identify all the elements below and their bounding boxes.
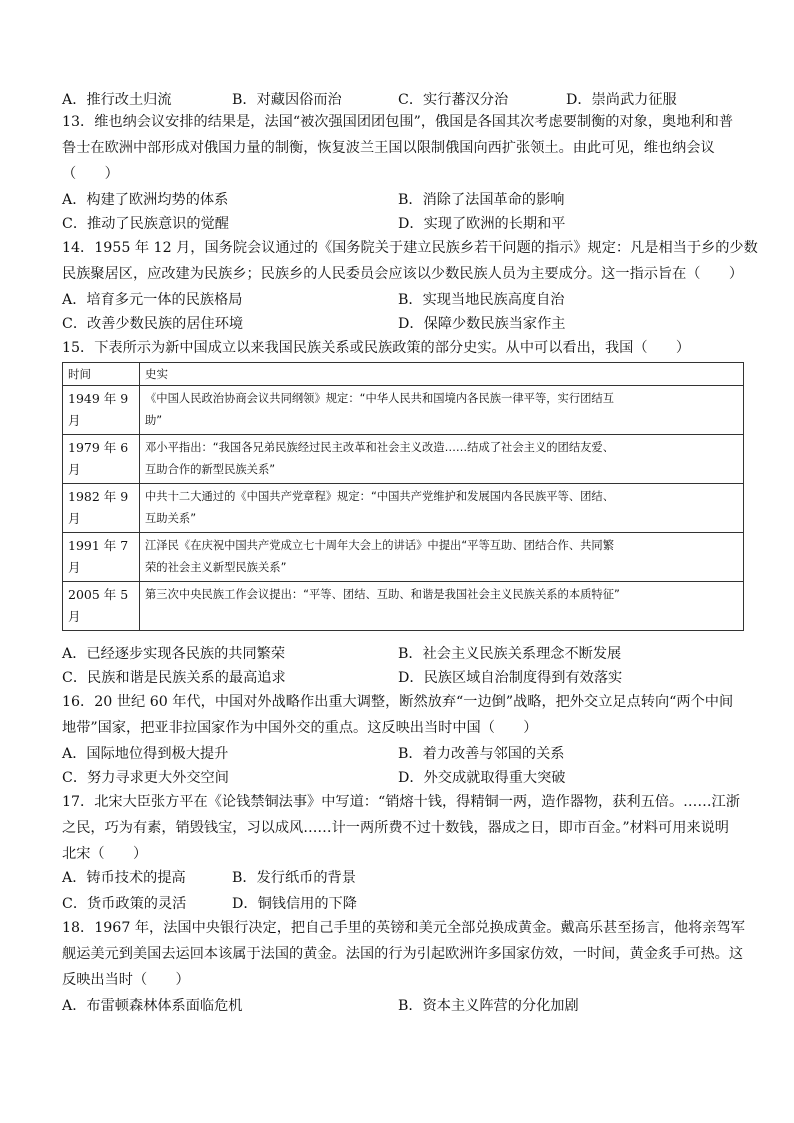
time-line: 月 (68, 609, 81, 624)
fact-line: 中共十二大通过的《中国共产党章程》规定：“中国共产党维护和发展国内各民族平等、团结、 (145, 490, 615, 503)
row-time (63, 435, 140, 484)
q17-option-c[interactable]: C．货币政策的灵活 (62, 896, 187, 912)
q13-option-a[interactable]: A．构建了欧洲均势的体系 (62, 192, 229, 208)
time-line: 1991 年 7 (68, 538, 129, 553)
q13-stem-line: 鲁士在欧洲中部形成对俄国力量的制衡，恢复波兰王国以限制俄国向西扩张领土。由此可见，维也纳会议 (62, 140, 715, 156)
q14-stem-line: 民族聚居区，应改建为民族乡；民族乡的人民委员会应该以少数民族人员为主要成分。这一指示旨在（ ） (62, 266, 744, 282)
time-line: 月 (68, 511, 81, 526)
q12-option-a[interactable]: A．推行改土归流 (62, 92, 172, 108)
q16-option-b[interactable]: B．着力改善与邻国的关系 (398, 746, 565, 762)
q14-option-b[interactable]: B．实现当地民族高度自治 (398, 292, 565, 308)
q17-stem-line: 17．北宋大臣张方平在《论钱禁铜法事》中写道：“销熔十钱，得精铜一两，造作器物，获利五倍。……江浙 (62, 794, 740, 810)
fact-line: 江泽民《在庆祝中国共产党成立七十周年大会上的讲话》中提出“平等互助、团结合作、共同繁 (145, 539, 615, 552)
q12-option-b[interactable]: B．对藏因俗而治 (232, 92, 342, 108)
q17-stem-line: 之民，巧为有素，销毁钱宝，习以成风……计一两所费不过十数钱，器成之日，即市百金。”材料可用来说明 (62, 820, 729, 836)
fact-line: 邓小平指出：“我国各兄弟民族经过民主改革和社会主义改造……结成了社会主义的团结友爱、 (145, 441, 615, 454)
q15-option-d[interactable]: D．民族区域自治制度得到有效落实 (398, 670, 623, 686)
q13-option-c[interactable]: C．推动了民族意识的觉醒 (62, 216, 229, 232)
header-time: 时间 (63, 363, 140, 386)
q17-stem-line: 北宋（ ） (62, 846, 148, 862)
fact-line: 互助合作的新型民族关系” (145, 463, 276, 476)
time-line: 1979 年 6 (68, 440, 129, 455)
table-row (63, 386, 744, 435)
time-line: 月 (68, 462, 81, 477)
row-fact (140, 435, 744, 484)
q18-option-a[interactable]: A．布雷顿森林体系面临危机 (62, 998, 243, 1014)
row-time (63, 533, 140, 582)
q13-option-d[interactable]: D．实现了欧洲的长期和平 (398, 216, 566, 232)
table-row (63, 435, 744, 484)
row-fact (140, 386, 744, 435)
table-row (63, 582, 744, 631)
row-time (63, 484, 140, 533)
table-row (63, 533, 744, 582)
row-time (63, 386, 140, 435)
q13-stem-blank: （ ） (62, 166, 119, 182)
time-line: 月 (68, 413, 81, 428)
q18-option-b[interactable]: B．资本主义阵营的分化加剧 (398, 998, 579, 1014)
q13-option-b[interactable]: B．消除了法国革命的影响 (398, 192, 565, 208)
time-line: 2005 年 5 (68, 587, 129, 602)
history-table (62, 362, 744, 631)
table-row (63, 484, 744, 533)
q14-option-d[interactable]: D．保障少数民族当家作主 (398, 316, 566, 332)
fact-line: 助” (145, 414, 163, 427)
row-fact (140, 582, 744, 631)
q14-stem-line: 14．1955 年 12 月，国务院会议通过的《国务院关于建立民族乡若干问题的指示》规定：凡是相当于乡的少数 (62, 240, 758, 256)
fact-line: 互助关系” (145, 512, 197, 525)
q12-option-d[interactable]: D．崇尚武力征服 (566, 92, 677, 108)
header-fact: 史实 (140, 363, 744, 386)
q18-stem-line: 舰运美元到美国去运回本该属于法国的黄金。法国的行为引起欧洲许多国家仿效，一时间，黄金炙手可热。这 (62, 946, 744, 962)
q15-option-a[interactable]: A．已经逐步实现各民族的共同繁荣 (62, 646, 286, 662)
fact-line: 荣的社会主义新型民族关系” (145, 561, 287, 574)
q13-stem-line: 13．维也纳会议安排的结果是，法国“被次强国团团包围”，俄国是各国其次考虑要制衡的对象，奥地利和普 (62, 114, 734, 130)
q15-option-c[interactable]: C．民族和谐是民族关系的最高追求 (62, 670, 286, 686)
q14-option-c[interactable]: C．改善少数民族的居住环境 (62, 316, 244, 332)
q17-option-a[interactable]: A．铸币技术的提高 (62, 870, 186, 886)
q16-option-a[interactable]: A．国际地位得到极大提升 (62, 746, 229, 762)
q18-stem-line: 反映出当时（ ） (62, 972, 190, 988)
q18-stem-line: 18．1967 年，法国中央银行决定，把自己手里的英镑和美元全部兑换成黄金。戴高乐甚至扬言，他将亲驾军 (62, 920, 745, 936)
row-fact (140, 484, 744, 533)
fact-line: 《中国人民政治协商会议共同纲领》规定：“中华人民共和国境内各民族一律平等，实行团结互 (145, 392, 615, 405)
time-line: 月 (68, 560, 81, 575)
time-line: 1949 年 9 (68, 391, 129, 406)
q15-stem-line: 15．下表所示为新中国成立以来我国民族关系或民族政策的部分史实。从中可以看出，我国（ ） (62, 340, 691, 356)
q16-option-d[interactable]: D．外交成就取得重大突破 (398, 770, 566, 786)
table-header-row (63, 363, 744, 386)
time-line: 1982 年 9 (68, 489, 129, 504)
row-fact (140, 533, 744, 582)
row-time (63, 582, 140, 631)
q16-stem-line: 地带”国家，把亚非拉国家作为中国外交的重点。这反映出当时中国（ ） (62, 720, 538, 736)
q17-option-d[interactable]: D．铜钱信用的下降 (232, 896, 357, 912)
q12-option-c[interactable]: C．实行蕃汉分治 (398, 92, 509, 108)
fact-line: 第三次中央民族工作会议提出：“平等、团结、互助、和谐是我国社会主义民族关系的本质特征” (145, 588, 620, 601)
q16-stem-line: 16．20 世纪 60 年代，中国对外战略作出重大调整，断然放弃“一边倒”战略，把外交立足点转向“两个中间 (62, 694, 734, 710)
q16-option-c[interactable]: C．努力寻求更大外交空间 (62, 770, 229, 786)
q17-option-b[interactable]: B．发行纸币的背景 (232, 870, 356, 886)
q14-option-a[interactable]: A．培育多元一体的民族格局 (62, 292, 243, 308)
q15-option-b[interactable]: B．社会主义民族关系理念不断发展 (398, 646, 622, 662)
